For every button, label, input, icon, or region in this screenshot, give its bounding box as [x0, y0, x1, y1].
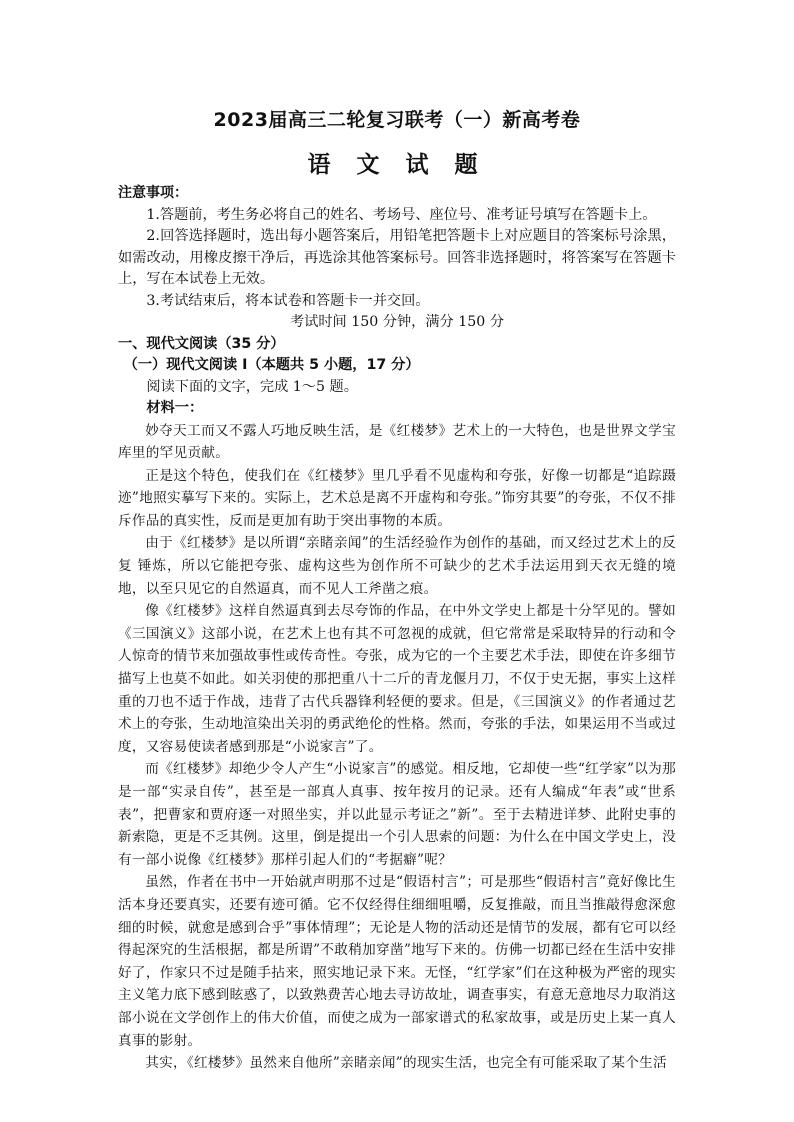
passage-paragraph: 虽然，作者在书中一开始就声明那不过是“假语村言”；可是那些“假语村言”竟好像比生活本身还要真实，还要有迹可循。它不仅经得住细细咀嚼，反复推敲，而且当推敲得愈深愈细的时候，就愈是感到合乎”事体情理”；无论是人物的活动还是情节的发展，都有它可以经得起深究的生活根据，都是所谓”不敢稍加穿凿”地写下来的。仿佛一切都已经在生活中安排好了，作家只不过是随手拈来，照实地记录下来。无怪，“红学家”们在这种极为严密的现实主义笔力底下感到眩惑了，以致熟费苦心地去寻访故址，调查事实，有意无意地尽力取消这部小说在文学创作上的伟大价值，而使之成为一部家谱式的私家故事，或是历史上某一真人真事的影射。 [118, 874, 676, 1049]
exam-info: 考试时间 150 分钟，满分 150 分 [289, 314, 505, 330]
section-title: 一、现代文阅读（35 分） [118, 335, 285, 352]
notice-item-1: 1.答题前，考生务必将自己的姓名、考场号、座位号、准考证号填写在答题卡上。 [146, 206, 657, 223]
subject-title: 语 文 试 题 [307, 152, 487, 178]
passage-paragraph: 由于《红楼梦》是以所谓“亲睹亲闻”的生活经验作为创作的基础，而又经过艺术上的反复 锤炼，所以它能把夸张、虚构这些为创作所不可缺少的艺术手法运用到天衣无缝的境地，以至只见它的自然逼真，而不见人工斧凿之痕。 [118, 535, 676, 597]
passage [118, 420, 676, 1075]
passage-paragraph: 正是这个特色，使我们在《红楼梦》里几乎看不见虚构和夸张，好像一切都是“追踪蹑迹”地照实摹写下来的。实际上，艺术总是离不开虚构和夸张。”饰穷其要”的夸张，不仅不排斥作品的真实性，反而是更加有助于突出事物的本质。 [118, 467, 676, 529]
exam-title: 2023届高三二轮复习联考（一）新高考卷 [213, 109, 581, 131]
passage-paragraph: 而《红楼梦》却绝少令人产生“小说家言”的感觉。相反地，它却使一些“红学家”以为那是一部“实录自传”，甚至是一部真人真事、按年按月的记录。还有人编成“年表”或“世系表”，把曹家和贾府逐一对照坐实，并以此显示考证之”新”。至于去精进详梦、此附史事的新索隐，更是不乏其例。这里，倒是提出一个引人思索的问题：为什么在中国文学史上，没有一部小说像《红楼梦》那样引起人们的“考据癖”呢？ [118, 761, 676, 868]
notice-item-2: 2.回答选择题时，选出每小题答案后，用铅笔把答题卡上对应题目的答案标号涂黑，如需改动，用橡皮擦干净后，再选涂其他答案标号。回答非选择题时，将答案写在答题卡上，写在本试卷上无效。 [118, 228, 676, 287]
passage-paragraph: 其实，《红楼梦》虽然来自他所”亲睹亲闻”的现实生活，也完全有可能采取了某个生活 [145, 1055, 667, 1072]
reading-instruction: 阅读下面的文字，完成 1～5 题。 [146, 378, 358, 395]
subsection-title: （一）现代文阅读 I（本题共 5 小题，17 分） [123, 357, 420, 373]
passage-paragraph: 妙夺天工而又不露人巧地反映生活，是《红楼梦》艺术上的一大特色，也是世界文学宝库里的罕见贡献。 [118, 422, 676, 462]
notice-heading: 注意事项： [118, 185, 188, 201]
passage-paragraph: 像《红楼梦》这样自然逼真到去尽夸饰的作品，在中外文学史上都是十分罕见的。譬如《三国演义》这部小说，在艺术上也有其不可忽视的成就，但它常常是采取特异的行动和令人惊奇的情节来加强故事性或传奇性。夸张，成为它的一个主要艺术手法，即使在许多细节描写上也莫不如此。如关羽使的那把重八十二斤的青龙偃月刀，不仅于史无据，事实上这样重的刀也不适于作战，违背了古代兵器锋利轻便的要求。但是，《三国演义》的作者通过艺术上的夸张，生动地渲染出关羽的勇武绝伦的性格。然而，夸张的手法，如果运用不当或过度，又容易使读者感到那是“小说家言”了。 [118, 603, 676, 755]
page-content [118, 183, 676, 1075]
material-label: 材料一： [146, 400, 204, 416]
notice-item-3: 3.考试结束后，将本试卷和答题卡一并交回。 [146, 292, 430, 309]
